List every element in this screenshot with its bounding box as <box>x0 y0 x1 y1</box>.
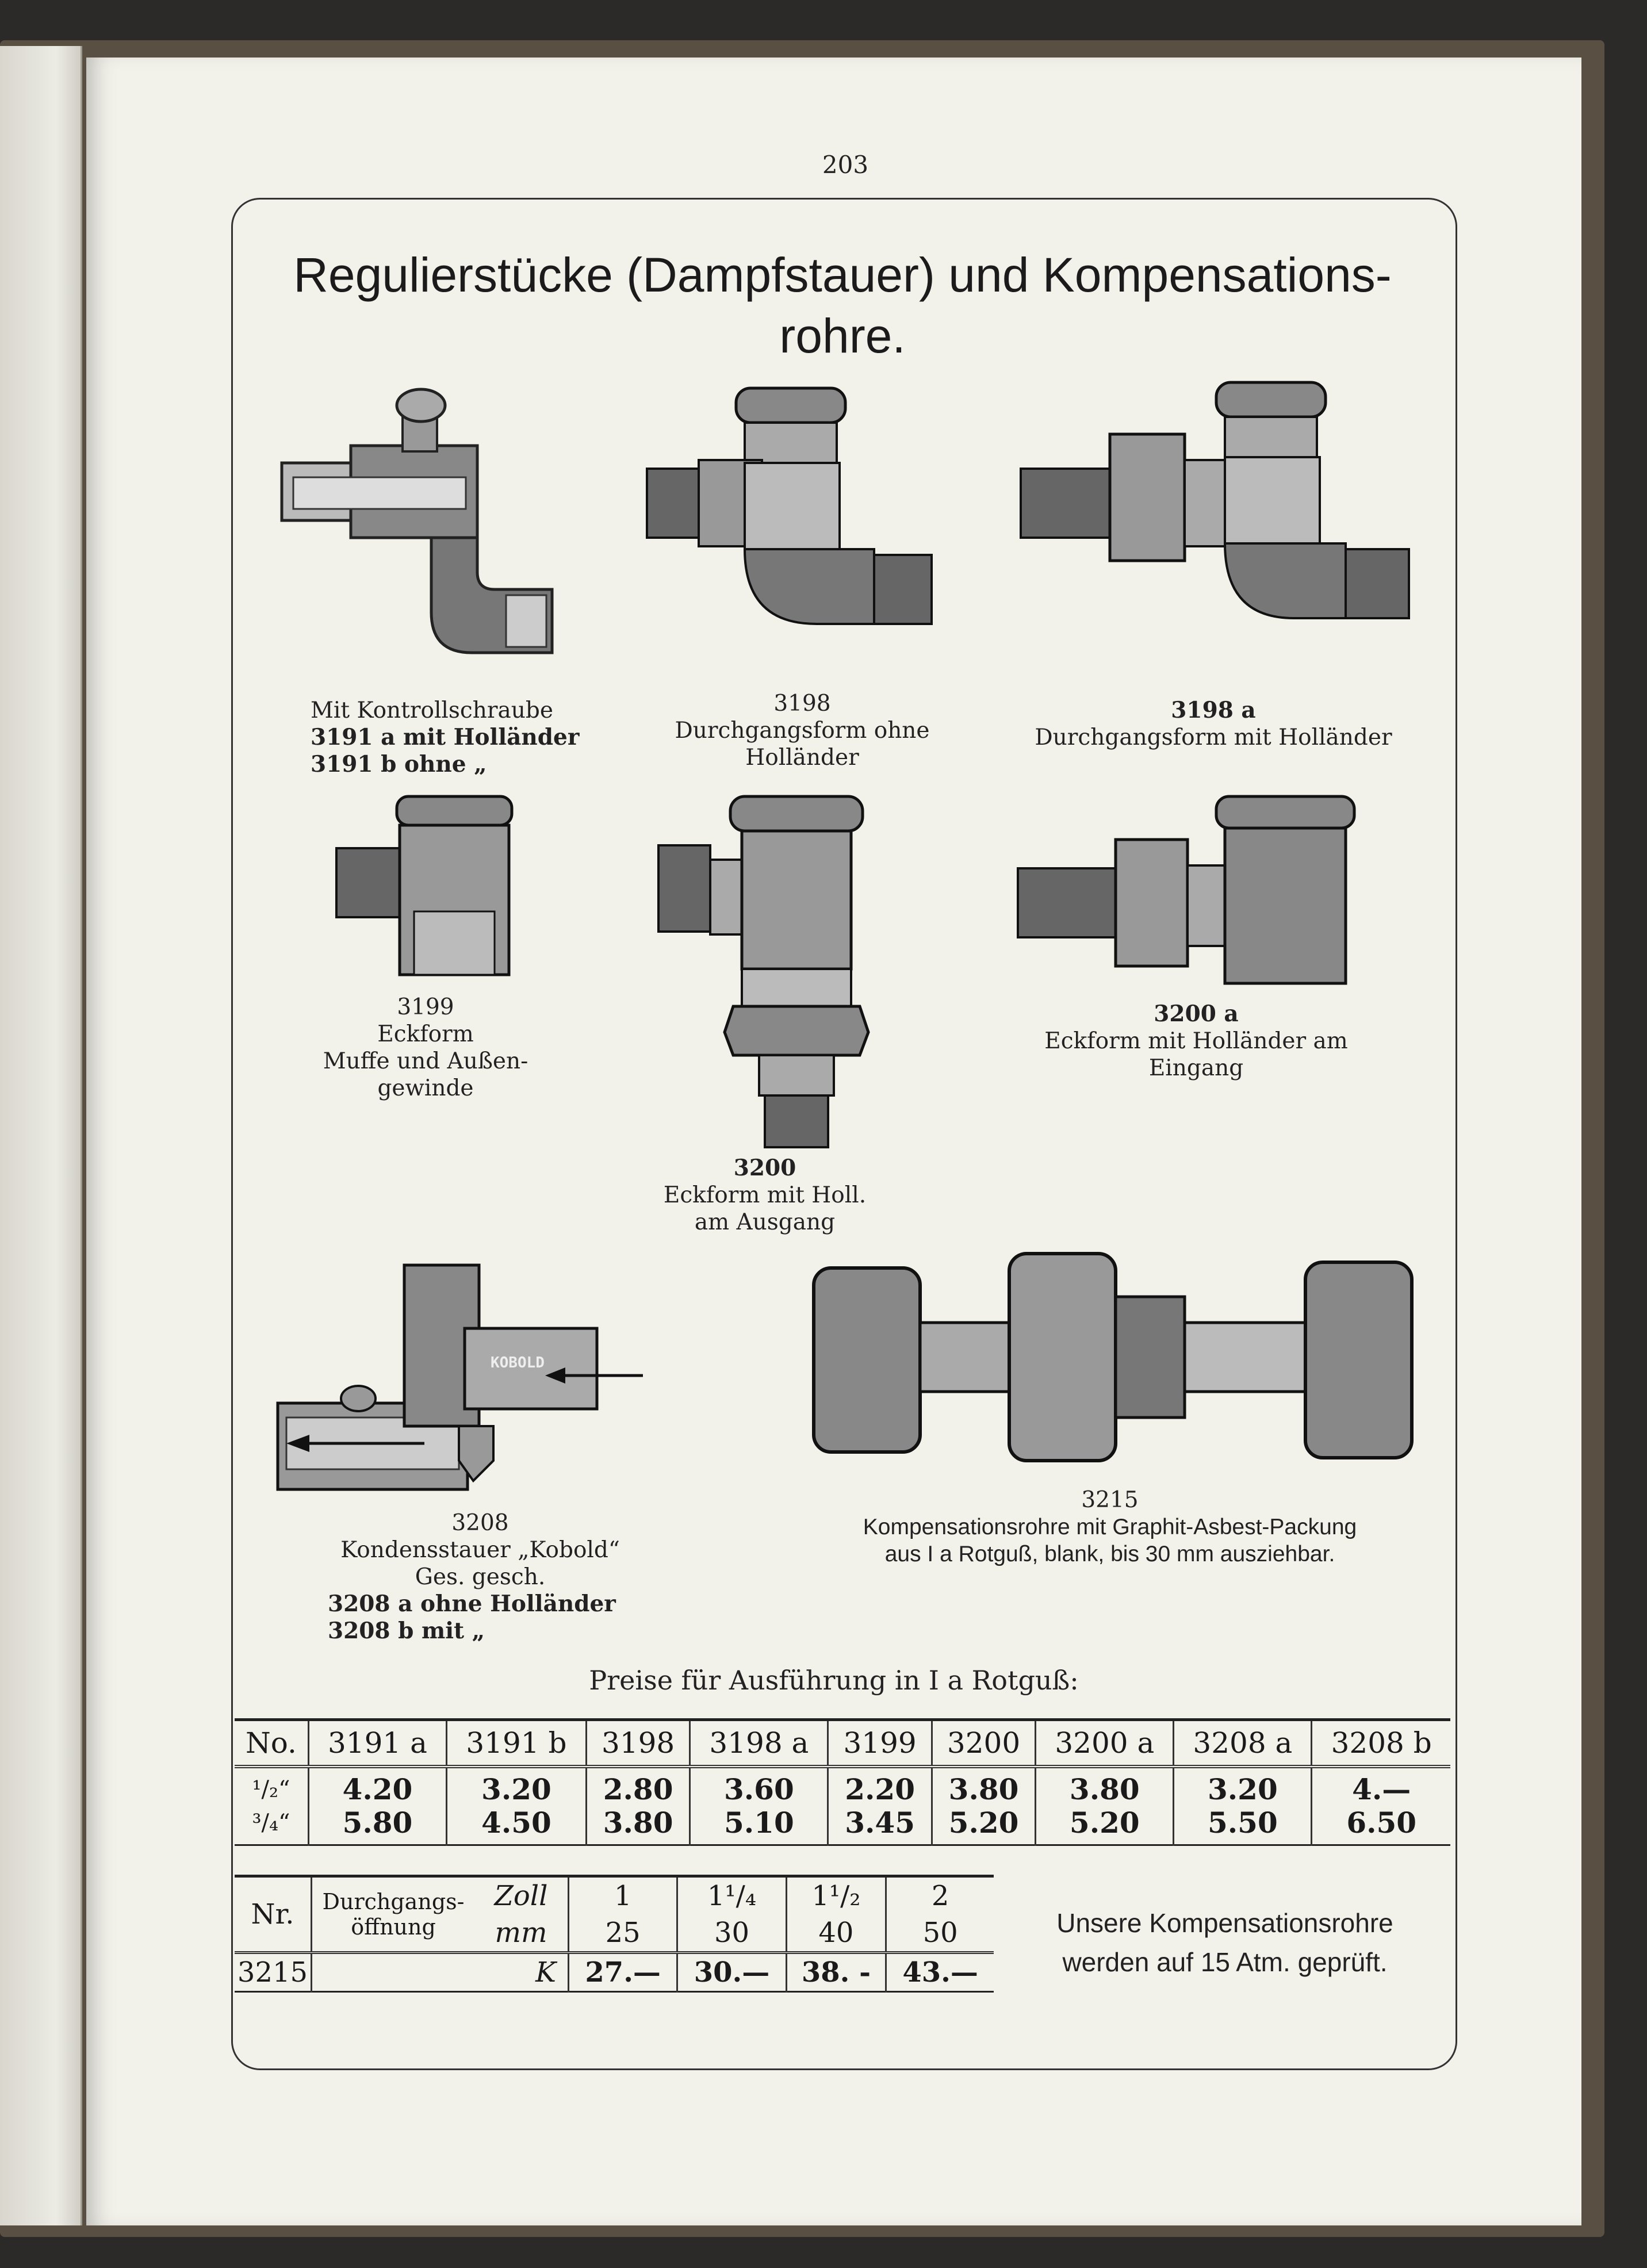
caption-3208-number: 3208 <box>451 1510 509 1536</box>
caption-3208-line2: Ges. gesch. <box>415 1564 546 1590</box>
caption-3191 <box>311 697 579 778</box>
comp-mm: 50 <box>886 1914 994 1953</box>
caption-3198a-line1: Durchgangsform mit Holländer <box>1035 725 1392 750</box>
kobold-3208-illustration <box>275 1254 649 1501</box>
caption-3199-line1: Eckform <box>377 1021 474 1047</box>
comp-opening-line1: Durchgangs- <box>322 1889 465 1914</box>
comp-row-zoll <box>235 1876 994 1915</box>
price-cell <box>1312 1767 1450 1845</box>
price-cell <box>690 1767 828 1845</box>
caption-3200a <box>1012 1001 1380 1082</box>
price-value: 4.50 <box>481 1806 551 1840</box>
price-value: 3.80 <box>1069 1772 1140 1806</box>
comp-opening-line2: öffnung <box>351 1914 436 1940</box>
price-value: 3.60 <box>723 1772 794 1806</box>
price-header: 3200 a <box>1036 1720 1174 1767</box>
comp-zoll: 1 <box>569 1876 677 1915</box>
note-line2: werden auf 15 Atm. geprüft. <box>1062 1947 1388 1977</box>
caption-3215 <box>794 1487 1426 1568</box>
caption-3199 <box>311 994 541 1102</box>
compensation-table <box>235 1875 994 1993</box>
price-cell <box>828 1767 932 1845</box>
kobold-label: KOBOLD <box>491 1354 545 1371</box>
title-line-1: Regulierstücke (Dampfstauer) und Kompensations- <box>293 248 1392 302</box>
price-header: 3198 a <box>690 1720 828 1767</box>
comp-zoll: 1¹/₂ <box>786 1876 886 1915</box>
caption-3200 <box>644 1155 886 1236</box>
caption-3200-line2: am Ausgang <box>694 1209 836 1235</box>
price-cell <box>446 1767 586 1845</box>
price-cell <box>586 1767 690 1845</box>
price-header: 3198 <box>586 1720 690 1767</box>
valve-3191-illustration <box>276 382 587 676</box>
valve-3200-illustration <box>656 791 874 1153</box>
compensation-pipe-3215-illustration <box>811 1251 1415 1469</box>
price-header: 3199 <box>828 1720 932 1767</box>
size-label: ¹/₂“ <box>252 1776 290 1803</box>
comp-price: 43.— <box>886 1953 994 1992</box>
caption-3198a <box>1012 697 1415 751</box>
title-line-2: rohre. <box>779 309 906 363</box>
caption-3200-number: 3200 <box>733 1155 796 1181</box>
price-header: 3191 a <box>308 1720 446 1767</box>
valve-3198a-illustration <box>1018 377 1415 630</box>
caption-3200a-line1: Eckform mit Holländer am <box>1044 1028 1348 1054</box>
price-value: 3.80 <box>948 1772 1019 1806</box>
comp-price: 30.— <box>677 1953 786 1992</box>
comp-price: 38. - <box>786 1953 886 1992</box>
price-value: 5.50 <box>1207 1806 1278 1840</box>
caption-3200a-line2: Eingang <box>1148 1055 1244 1081</box>
caption-3191-line3: 3191 b ohne „ <box>311 751 487 777</box>
price-value: 4.— <box>1352 1772 1411 1806</box>
price-value: 6.50 <box>1346 1806 1417 1840</box>
price-cell <box>308 1767 446 1845</box>
caption-3199-number: 3199 <box>397 994 454 1020</box>
price-table <box>235 1718 1450 1846</box>
price-table-row <box>235 1767 1450 1845</box>
caption-3208-line3: 3208 a ohne Holländer <box>328 1591 616 1617</box>
comp-zoll: 1¹/₄ <box>677 1876 786 1915</box>
page-title <box>253 244 1432 366</box>
valve-3200a-illustration <box>1015 794 1360 989</box>
comp-mm: 40 <box>786 1914 886 1953</box>
comp-zoll-label: Zoll <box>494 1880 548 1912</box>
left-page-edge <box>0 46 82 2225</box>
caption-3191-line2: 3191 a mit Holländer <box>311 724 580 750</box>
caption-3198-line1: Durchgangsform ohne <box>675 718 930 744</box>
price-header-no: No. <box>235 1720 308 1767</box>
comp-mm: 30 <box>677 1914 786 1953</box>
caption-3208 <box>299 1510 661 1645</box>
caption-3215-line1: Kompensationsrohre mit Graphit-Asbest-Packung <box>863 1515 1357 1539</box>
comp-currency: K <box>312 1953 569 1992</box>
price-table-header <box>235 1720 1450 1767</box>
comp-item-number: 3215 <box>235 1953 312 1992</box>
price-header: 3200 <box>932 1720 1035 1767</box>
caption-3200-line1: Eckform mit Holl. <box>663 1182 867 1208</box>
price-cell <box>1036 1767 1174 1845</box>
caption-3198-line2: Holländer <box>745 745 859 771</box>
caption-3208-line4: 3208 b mit „ <box>328 1618 485 1644</box>
size-label: ³/₄“ <box>252 1810 290 1836</box>
caption-3215-number: 3215 <box>1081 1487 1139 1513</box>
page-number: 203 <box>822 151 869 179</box>
note-line1: Unsere Kompensationsrohre <box>1056 1908 1393 1938</box>
price-value: 2.80 <box>603 1772 673 1806</box>
price-value: 5.10 <box>723 1806 794 1840</box>
price-value: 5.80 <box>342 1806 413 1840</box>
price-value: 3.80 <box>603 1806 673 1840</box>
caption-3215-line2: aus I a Rotguß, blank, bis 30 mm ausziehbar. <box>884 1542 1335 1566</box>
comp-nr-label: Nr. <box>251 1898 294 1930</box>
size-labels <box>235 1767 308 1845</box>
caption-3191-line1: Mit Kontrollschraube <box>311 698 553 723</box>
price-value: 5.20 <box>1069 1806 1140 1840</box>
comp-mm-label: mm <box>495 1917 547 1949</box>
caption-3200a-number: 3200 a <box>1154 1001 1239 1027</box>
price-heading: Preise für Ausführung in I a Rotguß: <box>589 1665 1079 1696</box>
comp-zoll: 2 <box>886 1876 994 1915</box>
comp-mm: 25 <box>569 1914 677 1953</box>
price-header: 3208 b <box>1312 1720 1450 1767</box>
caption-3198-number: 3198 <box>773 691 831 717</box>
caption-3199-line3: gewinde <box>377 1075 474 1101</box>
price-value: 5.20 <box>948 1806 1019 1840</box>
caption-3198a-number: 3198 a <box>1171 697 1256 723</box>
comp-row-price <box>235 1953 994 1992</box>
price-cell <box>1174 1767 1312 1845</box>
comp-opening-label <box>312 1876 475 1953</box>
price-header: 3191 b <box>446 1720 586 1767</box>
price-value: 2.20 <box>845 1772 916 1806</box>
price-value: 3.20 <box>1207 1772 1278 1806</box>
test-pressure-note <box>1001 1903 1449 1982</box>
valve-3199-illustration <box>334 791 518 980</box>
comp-price: 27.— <box>569 1953 677 1992</box>
price-value: 4.20 <box>342 1772 413 1806</box>
price-cell <box>932 1767 1035 1845</box>
caption-3199-line2: Muffe und Außen- <box>323 1048 528 1074</box>
price-value: 3.20 <box>481 1772 551 1806</box>
price-value: 3.45 <box>845 1806 916 1840</box>
caption-3208-line1: Kondensstauer „Kobold“ <box>340 1537 620 1563</box>
caption-3198 <box>647 690 957 771</box>
valve-3198-illustration <box>644 382 937 635</box>
price-header: 3208 a <box>1174 1720 1312 1767</box>
